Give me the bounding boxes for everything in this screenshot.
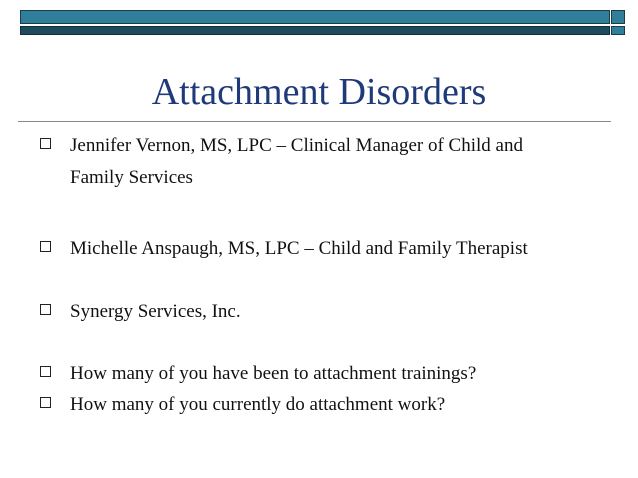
bullet-item <box>40 233 610 265</box>
header-bar-bottom <box>20 26 610 35</box>
slide-title: Attachment Disorders <box>151 71 487 113</box>
bullet-text: Michelle Anspaugh, MS, LPC – Child and Family Therapist <box>70 238 528 259</box>
bullet-item <box>40 389 610 421</box>
hollow-square-bullet-icon <box>40 397 51 408</box>
bullet-text: How many of you have been to attachment trainings? <box>70 363 477 384</box>
header-bar-top-end <box>611 10 625 24</box>
bullet-text: Synergy Services, Inc. <box>70 301 241 322</box>
bullet-item <box>40 296 610 328</box>
hollow-square-bullet-icon <box>40 138 51 149</box>
bullet-item <box>40 130 610 194</box>
hollow-square-bullet-icon <box>40 366 51 377</box>
bullet-text <box>70 130 523 194</box>
hollow-square-bullet-icon <box>40 241 51 252</box>
header-bar-bottom-end <box>611 26 625 35</box>
bullet-text-line: Family Services <box>70 167 193 188</box>
hollow-square-bullet-icon <box>40 304 51 315</box>
bullet-text: How many of you currently do attachment work? <box>70 394 446 415</box>
bullet-item <box>40 358 610 390</box>
header-bar-top <box>20 10 610 24</box>
bullet-text-line: Jennifer Vernon, MS, LPC – Clinical Manager of Child and <box>70 135 523 156</box>
title-divider <box>18 121 611 122</box>
